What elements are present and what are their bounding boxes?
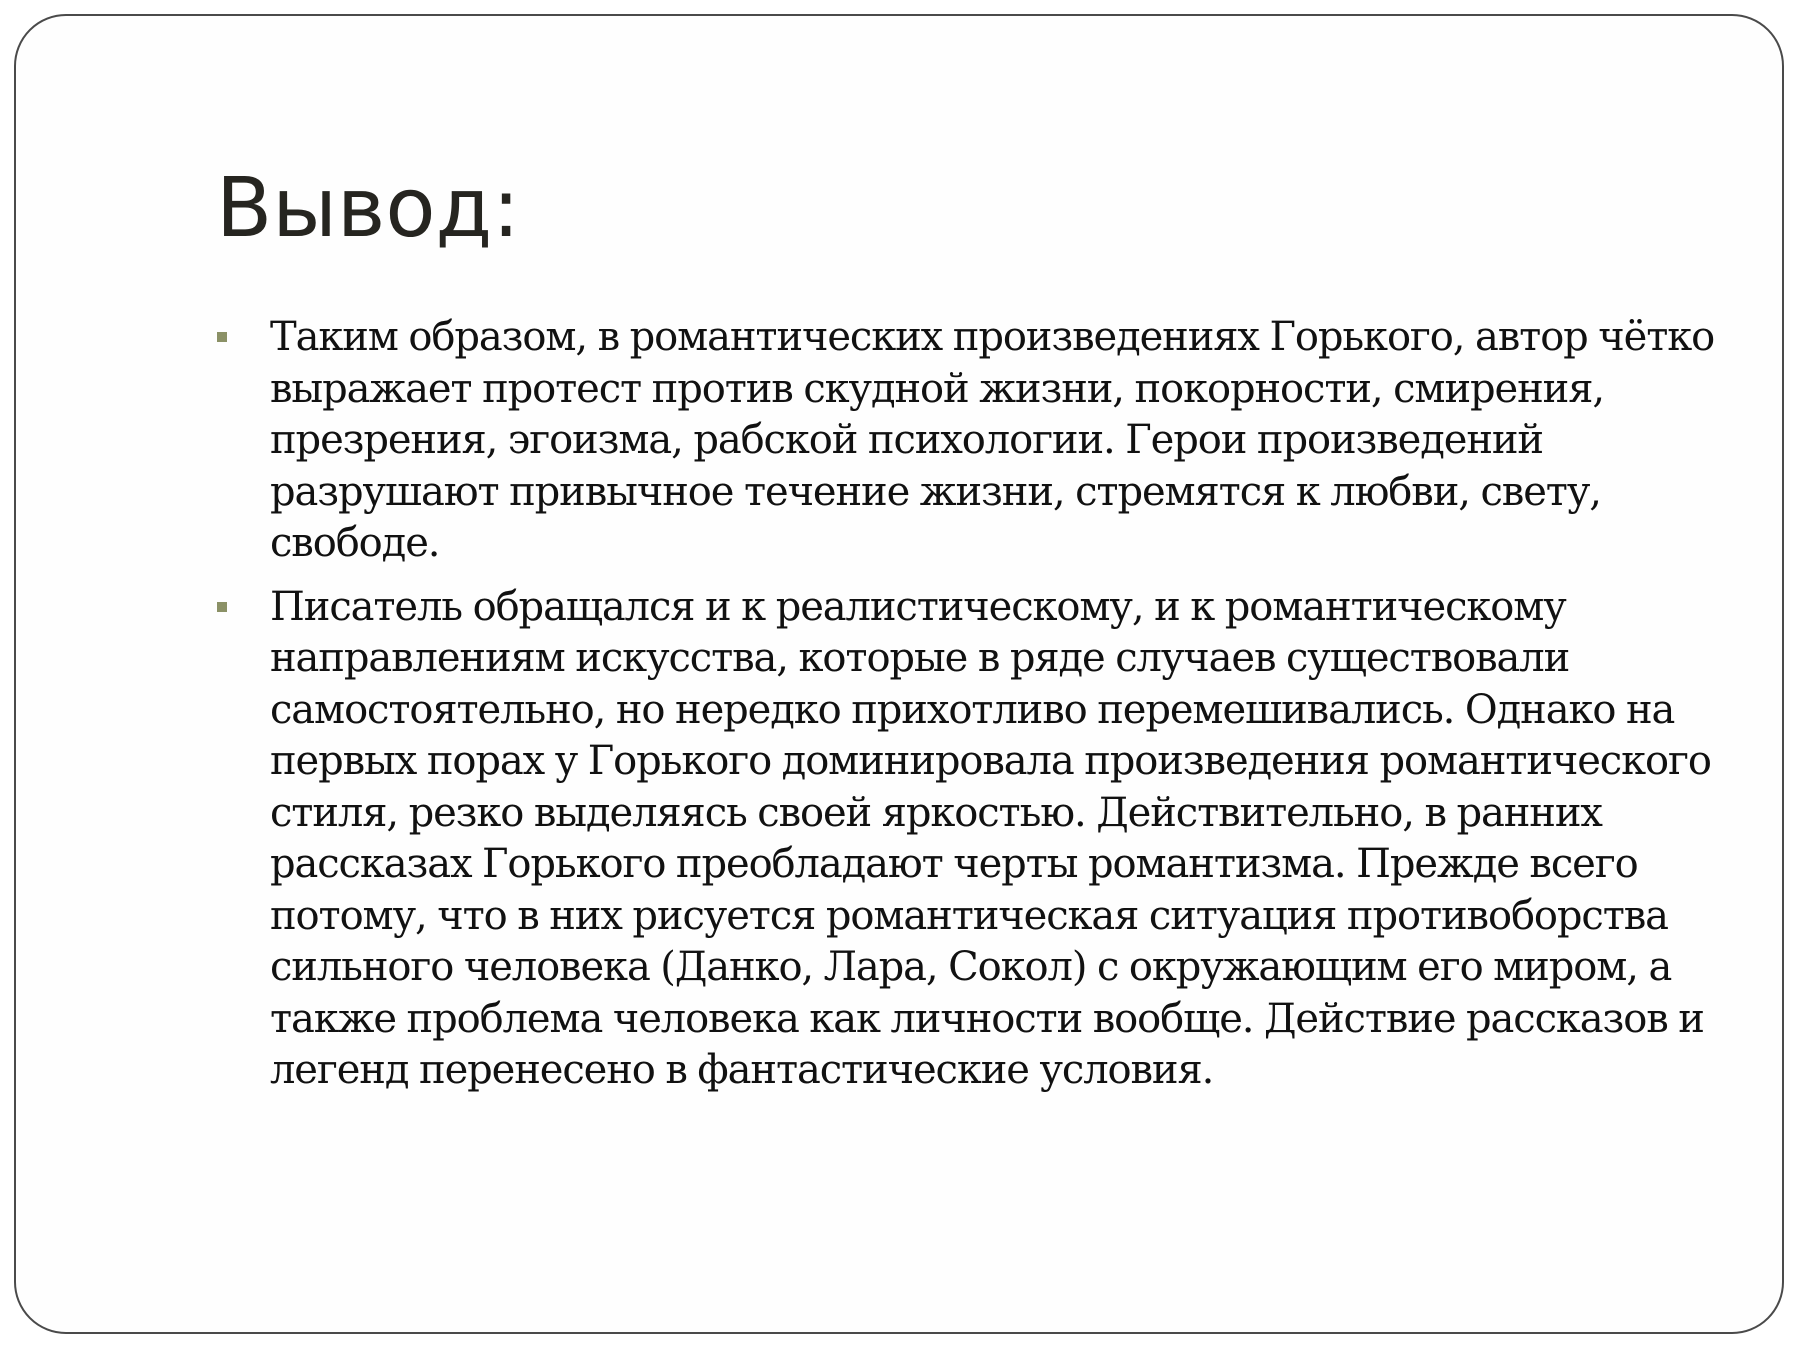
square-bullet-icon (217, 332, 227, 342)
slide-title: Вывод: (216, 161, 520, 256)
bullet-text-1: Таким образом, в романтических произведениях Горького, автор чётко выражает протест против скудной жизни, покорности, смирения, презрения, эгоизма, рабской психологии. Герои произведений разрушают привычное течение жизни, стремятся к любви, свету, свободе. (270, 314, 1715, 566)
bullet-list (216, 312, 1716, 1109)
bullet-text-2: Писатель обращался и к реалистическому, и к романтическому направлениям искусства, которые в ряде случаев существовали самостоятельно, но нередко прихотливо перемешивались. Однако на первых порах у Горького доминировала произведения романтического стиля, резко выделяясь своей яркостью. Действительно, в ранних рассказах Горького преобладают черты романтизма. Прежде всего потому, что в них рисуется романтическая ситуация противоборства сильного человека (Данко, Лара, Сокол) с окружающим его миром, а также проблема человека как личности вообще. Действие рассказов и легенд перенесено в фантастические условия. (270, 583, 1711, 1093)
bullet-item-1 (216, 312, 1716, 570)
square-bullet-icon (217, 602, 227, 612)
slide-frame (14, 14, 1784, 1334)
bullet-item-2 (216, 582, 1716, 1097)
